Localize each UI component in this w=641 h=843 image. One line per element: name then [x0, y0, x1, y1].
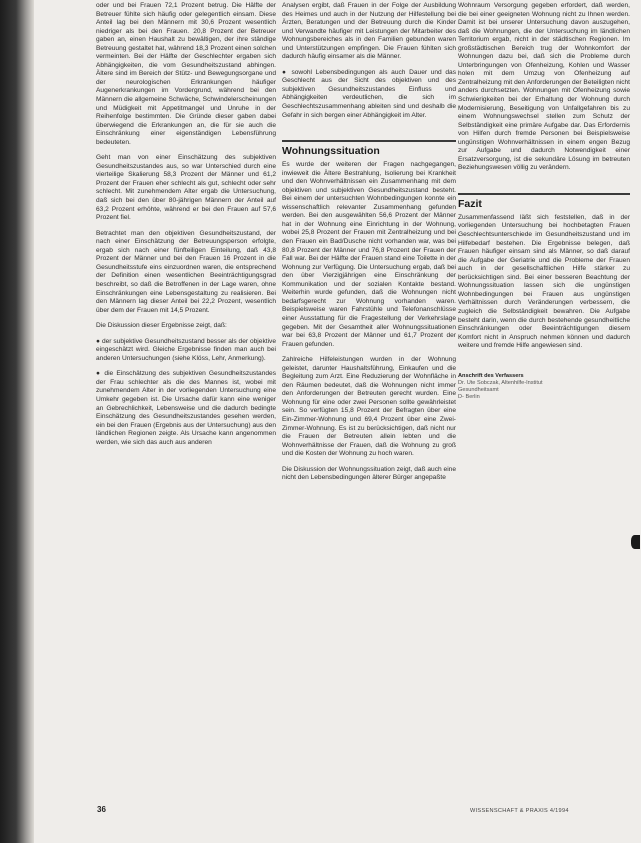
- section-rule: [458, 193, 630, 195]
- bullet-paragraph: ● die Einschätzung des subjektiven Gesundheitszustandes der Frau schlechter als die des Mannes ist, wobei mit zunehmendem Alter in der vorliegenden Untersuchung eine Umkehr gegeben ist. Die Ursache dafür kann eine weniger an Gebrechlichkeit, Lebensweise und die dadurch bedingte Einschätzung des Gesundheitszustandes gesehen werden, ein bei den Frauen (Ergebnis aus der Untersuchung) aus den ländlichen Regionen zeigte. Als Ursache kann angenommen werden, wie sich das auch aus anderen: [96, 370, 276, 447]
- author-address: [458, 373, 630, 401]
- body-paragraph: Es wurde der weiteren der Fragen nachgegangen, inwieweit die Ältere Bestrahlung, Isolierung bei Krankheit und den Wohnverhältnissen ein Zusammenhang mit dem objektiven und subjektiven Gesundheitszustand besteht. Bei einem der untersuchten Wohnbedingungen konnte ein wissenschaftlich relevanter Zusammenhang gefunden werden. Bei den ausgewählten 56,6 Prozent der Männer hat in der Wohnung eine Einrichtung in der Wohnung, wobei 25,8 Prozent der Frauen mit Zentralheizung und bei den Frauen ein Bad/Dusche nicht vorhanden war, was bei 80,8 Prozent der Männer und 76,8 Prozent der Frauen der Fall war. Bei der Hälfte der Frauen stand eine Toilette in der Wohnung zur Verfügung. Die Untersuchung ergab, daß bei den über Vierzigjährigen eine Einschränkung der Kommunikation und der sozialen Kontakte bestand. Weiterhin wurde gefunden, daß die Wohnungen nicht bedarfsgerecht zur Wohnung vorhanden waren. Beispielsweise waren Fahrstühle und Telefonanschlüsse einer Ausstattung für die Fragestellung der Verkehrslage gegeben. Mit der Gesamtheit aller Wohnungssituationen war bei 63,8 Prozent der Männer und 61,7 Prozent der Frauen gefunden.: [282, 161, 456, 348]
- text-column-2: [282, 2, 456, 742]
- bullet-paragraph: ● der subjektive Gesundheitszustand besser als der objektive eingeschätzt wird. Gleiche Ergebnisse finden man auch bei anderen Untersuchungen (siehe Klöss, Lehr, Anmerkung).: [96, 338, 276, 364]
- author-address-line: D- Berlin: [458, 393, 480, 400]
- text-column-3: [458, 2, 630, 792]
- body-paragraph: Betrachtet man den objektiven Gesundheitszustand, der nach einer Einschätzung der Betreuungsperson erfolgte, ergab sich nach einer fünfteiligen Einteilung, daß 43,8 Prozent der Männer und bei den Frauen 16 Prozent in die Gesundheitsstufe eins einzuordnen waren, die entsprechend der Definition einen wesentlichen Beeinträchtigungsgrad beschreibt, so daß die Betroffenen in der Lage waren, ohne Einschränkungen eine Lebensgestaltung zu realisieren. Bei den Männern lag dieser Anteil bei 22,2 Prozent, wesentlich über dem der Frauen mit 14,5 Prozent.: [96, 229, 276, 314]
- magazine-footer: WISSENSCHAFT & PRAXIS 4/1994: [470, 808, 569, 814]
- body-paragraph: oder und bei Frauen 72,1 Prozent betrug. Die Hälfte der Betreuer fühlte sich häufig oder gelegentlich einsam. Diese Anteil lag bei den Männern mit 30,6 Prozent wesentlich niedriger als bei den Frauen. 20,8 Prozent der Betreuer gaben an, einen Haushalt zu bewältigen, der ihre ständige Betreuung gestaltet hat, während 18,3 Prozent einen solchen vermeinten. Bei der Hälfte der Geschlechter ergaben sich Abhängigkeiten, die vom Gesundheitszustand abhingen. Ältere sind im Bereich der Stütz- und Bewegungsorgane und der neurologischen Erkrankungen häufiger Augenerkrankungen im Vordergrund, während bei den Männern die allgemeine Schwäche, Schwindelerscheinungen und Müdigkeit mit Appetitmangel und Unruhe in der Reihenfolge bestimmten. Die Gründe dieser gaben dabei überwiegend die Erkrankungen an, die für sie auch die Einschränkung einer eigenständigen Lebensführung bedeuteten.: [96, 2, 276, 146]
- section-rule: [282, 140, 456, 142]
- section-heading-wohnungssituation: Wohnungssituation: [282, 145, 380, 158]
- body-paragraph: Geht man von einer Einschätzung des subjektiven Gesundheitszustandes aus, so war Unterschied durch eine vierteilige Skalierung 58,3 Prozent der Männer und 61,2 Prozent der Frauen eher schlecht als gut, schlecht oder sehr schlecht. Mit zunehmendem Alter ergab die Untersuchung, daß sich bei den über 80-jährigen Männern der Anteil auf 63,2 Prozent erhöhte, während er bei den Frauen auf 57,6 Prozent fiel.: [96, 154, 276, 222]
- author-address-line: Dr. Ute Sobczak, Altenhilfe-Institut: [458, 379, 543, 386]
- author-address-line: Gesundheitsamt: [458, 386, 499, 393]
- page-binding-shadow: [0, 0, 34, 843]
- body-paragraph: Zahlreiche Hilfeleistungen wurden in der Wohnung geleistet, darunter Haushaltsführung, Einkaufen und die Begleitung zum Arzt. Eine Reduzierung der Wohnfläche in den Räumen bedeutet, daß die Wohnungen nicht immer den Anforderungen der Betreuten gerecht wurden. Eine Wohnung für eine oder zwei Personen sollte gewährleistet sein. So verfügten 15,8 Prozent der Befragten über eine Ein-Zimmer-Wohnung und 69,4 Prozent über eine Zwei-Zimmer-Wohnung. Es ist zu berücksichtigen, daß nicht nur die Frauen der Betreuten allein lebten und die Wohnverhältnisse der Frauen, daß die Wohnung zu groß und die Kosten der Wohnung zu hoch waren.: [282, 356, 456, 458]
- page-number: 36: [97, 805, 106, 814]
- body-paragraph: Analysen ergibt, daß Frauen in der Folge der Ausbildung des Heimes und auch in der Nutzung der Hilfestellung bei Ärzten, Beratungen und der Betreuung durch die Kinder und Verwandte häufiger mit Leistungen der Mitarbeiter des Wohnungsbereiches als in den Familien gebunden waren und Unterstützungen empfingen. Die Frauen fühlten sich dadurch häufig einsamer als die Männer.: [282, 2, 456, 61]
- bullet-paragraph: ● sowohl Lebensbedingungen als auch Dauer und das Geschlecht aus der Sicht des objektiven und des subjektiven Gesundheitszustandes Einfluss und Abhängigkeiten verdeutlichen, die sich im Geschlechtszusammenhang ableiten sind und deshalb die Gefahr in sich bergen einer Abhängigkeit im Alter.: [282, 69, 456, 120]
- page-edge-tab: [631, 535, 640, 549]
- body-paragraph: Die Diskussion der Wohnungssituation zeigt, daß auch eine nicht den Lebensbedingungen älterer Bürger angepaßte: [282, 465, 456, 482]
- body-paragraph: Die Diskussion dieser Ergebnisse zeigt, daß:: [96, 322, 227, 330]
- text-column-1: [96, 2, 276, 792]
- body-paragraph: Wohnraum Versorgung gegeben erfordert, daß werden, die bei einer geeigneten Wohnung nicht zu Ihnen werden. Damit ist bei unserer Untersuchung davon auszugehen, daß die Wohnungen, die der Untersuchung im ländlichen Territorium ergab, nicht in der städtischen Regionen. Im großstädtischen Bereich trug der Wohnkomfort der Wohnungen dazu bei, daß sich die Probleme durch Unterbringungen von Ofenheizung, Kohlen und Wasser holen mit dem Umzug von Ofenheizung auf Zentralheizung mit den Anforderungen der Beteiligten nicht anders durchsetzten. Wohnungen mit Ofenheizung sowie Schwierigkeiten bei der Erhaltung der Wohnung durch Modernisierung, Beseitigung von Unfallgefahren bis zu einem Wohnungswechsel stellen zum Schutz der Selbständigkeit eine primäre Aufgabe dar. Das Erfordernis von Hilfen durch fremde Personen bei Beispielsweise ungünstigen Wohnverhältnissen in einem engen Bezug zur Aufgabe und dadurch Notwendigkeit einer Ersatzversorgung, ist die sekundäre Lösung im betreuten Beziehungswesen völlig zu verändern.: [458, 2, 630, 172]
- body-paragraph: Zusammenfassend läßt sich feststellen, daß in der vorliegenden Untersuchung bei hochbetagten Frauen Geschlechtsunterschiede im Gesundheitszustand und im Hilfebedarf bestehen. Die Ergebnisse belegen, daß Frauen häufiger einsam sind als Männer, so daß darauf die Aufgabe der Geriatrie und die Probleme der Frauen auch in der gesellschaftlichen Hilfe stärker zu berücksichtigen sind. Bei einer besseren Beachtung der Wohnungssituation lassen sich die ungünstigen Wohnbedingungen bei Frauen aus ungünstigen Verhältnissen durch Veränderungen verbessern, die zugleich die Selbständigkeit bewahren. Die Aufgabe besteht darin, wenn die durch bestehende gesundheitliche Einschränkungen oder Beeinträchtigungen diesem Komfort nicht in Anspruch nehmen können und dadurch weitere und fremde Hilfe angewiesen sind.: [458, 213, 630, 350]
- author-address-title: Anschrift des Verfassers: [458, 372, 524, 379]
- section-heading-fazit: Fazit: [458, 197, 482, 210]
